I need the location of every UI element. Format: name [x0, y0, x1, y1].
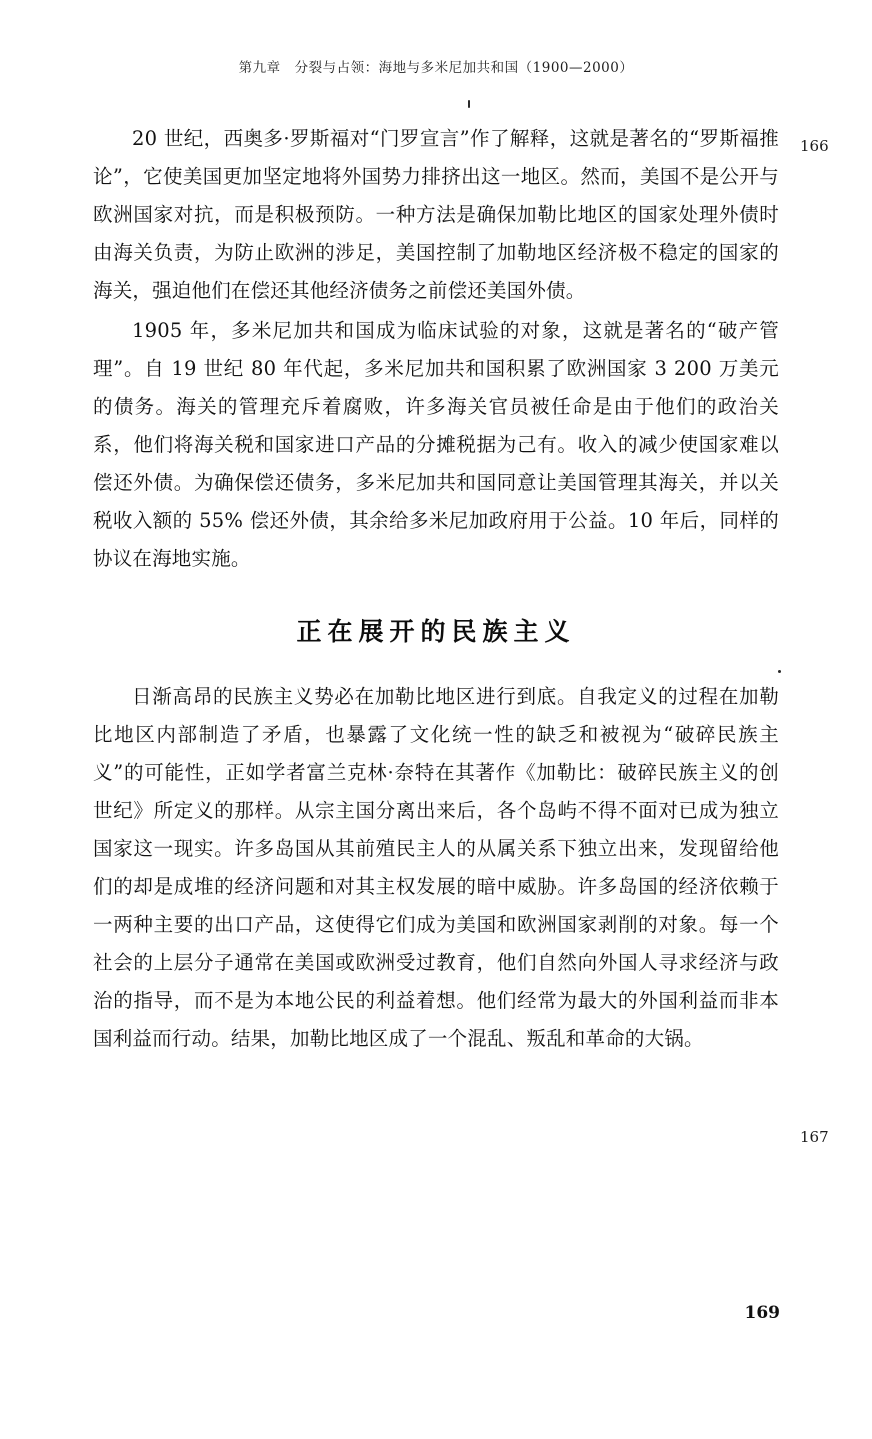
margin-page-marker-167: 167	[800, 1128, 829, 1146]
running-head: 第九章 分裂与占领：海地与多米尼加共和国（1900—2000）	[238, 60, 634, 76]
margin-page-marker-166: 166	[800, 137, 829, 155]
page-number: 169	[744, 1303, 780, 1323]
paragraph: 日渐高昂的民族主义势必在加勒比地区进行到底。自我定义的过程在加勒比地区内部制造了矛盾，也暴露了文化统一性的缺乏和被视为“破碎民族主义”的可能性，正如学者富兰克林·奈特在其著作《加勒比：破碎民族主义的创世纪》所定义的那样。从宗主国分离出来后，各个岛屿不得不面对已成为独立国家这一现实。许多岛国从其前殖民主人的从属关系下独立出来，发现留给他们的却是成堆的经济问题和对其主权发展的暗中威胁。许多岛国的经济依赖于一两种主要的出口产品，这使得它们成为美国和欧洲国家剥削的对象。每一个社会的上层分子通常在美国或欧洲受过教育，他们自然向外国人寻求经济与政治的指导，而不是为本地公民的利益着想。他们经常为最大的外国利益而非本国利益而行动。结果，加勒比地区成了一个混乱、叛乱和革命的大锅。	[93, 685, 779, 1050]
paragraph: 1905 年，多米尼加共和国成为临床试验的对象，这就是著名的“破产管理”。自 19 世纪 80 年代起，多米尼加共和国积累了欧洲国家 3 200 万美元的债务。海关的管理充斥着腐败，许多海关官员被任命是由于他们的政治关系，他们将海关税和国家进口产品的分摊税据为己有。收入的减少使国家难以偿还外债。为确保偿还债务，多米尼加共和国同意让美国管理其海关，并以关税收入额的 55% 偿还外债，其余给多米尼加政府用于公益。10 年后，同样的协议在海地实施。	[93, 319, 779, 570]
paragraph: 20 世纪，西奥多·罗斯福对“门罗宣言”作了解释，这就是著名的“罗斯福推论”，它使美国更加坚定地将外国势力排挤出这一地区。然而，美国不是公开与欧洲国家对抗，而是积极预防。一种方法是确保加勒比地区的国家处理外债时由海关负责，为防止欧洲的涉足，美国控制了加勒地区经济极不稳定的国家的海关，强迫他们在偿还其他经济债务之前偿还美国外债。	[93, 127, 779, 302]
page-content	[93, 120, 779, 1060]
section-heading: 正在展开的民族主义	[296, 617, 576, 646]
scan-artifact-speck	[468, 100, 470, 108]
